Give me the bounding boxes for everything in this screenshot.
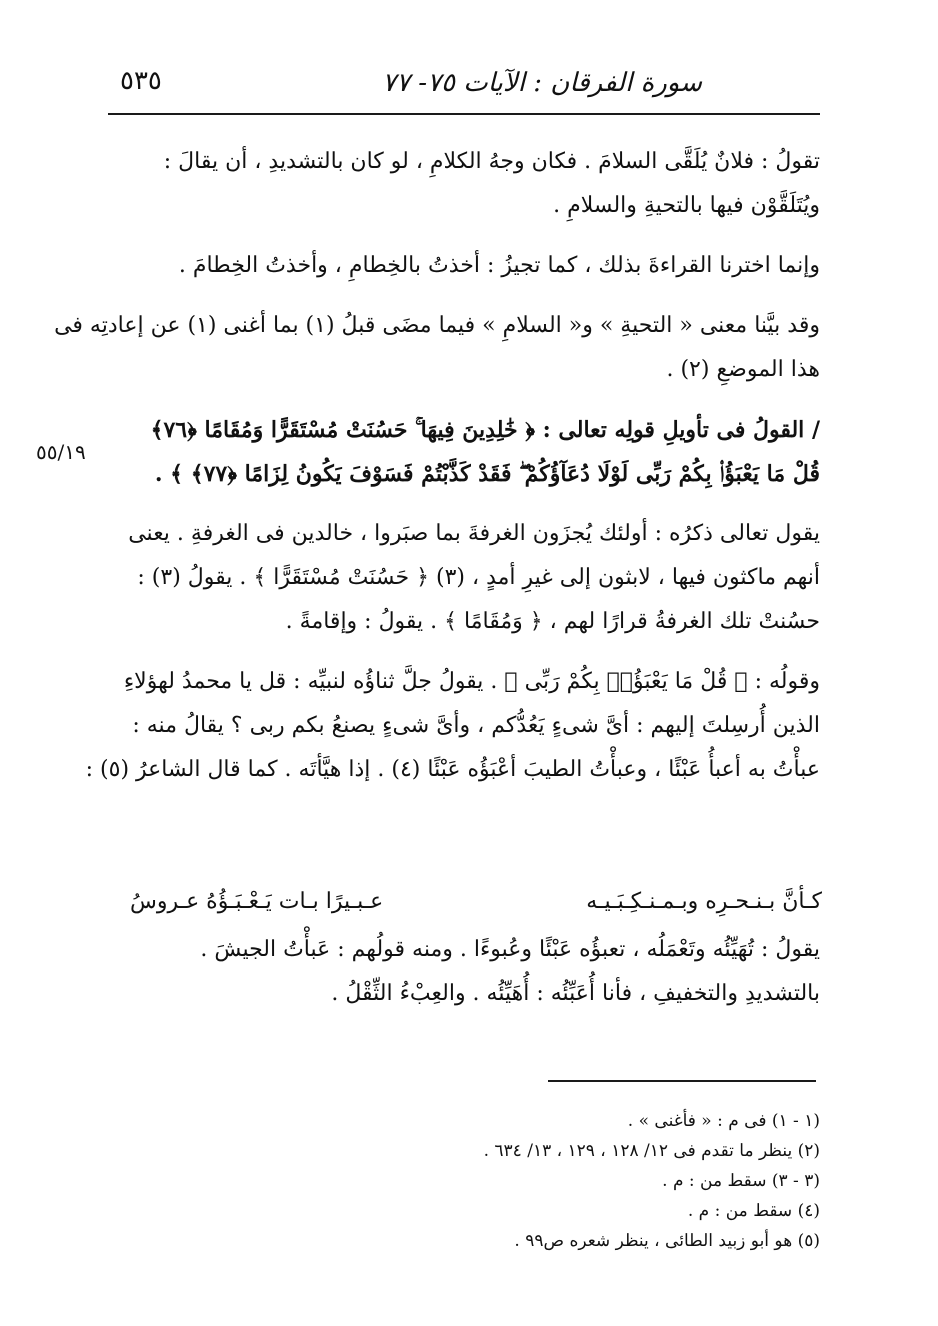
text-line: حسُنتْ تلك الغرفةُ قرارًا لهم ، ﴿ وَمُقَامًا ﴾ . يقولُ : وإقامةً . [285, 609, 820, 634]
text-line: هذا الموضعِ (٢) . [666, 357, 820, 382]
text-line: يقول تعالى ذكرُه : أولئك يُجزَون الغرفةَ بما صبَروا ، خالدين فى الغرفةِ . يعنى [128, 521, 820, 546]
footnote: (١ - ١) فى م : « فأغنى » . [627, 1111, 820, 1131]
footnote: (٤) سقط من : م . [687, 1201, 820, 1221]
verse-first-hemistich: كـأنَّ بـنـحـرِه وبـمـنـكِـبَـيـه [586, 889, 822, 914]
footnote: (٥) هو أبو زبيد الطائى ، ينظر شعره ص٩٩ . [514, 1231, 820, 1251]
paragraph [108, 244, 820, 288]
footnote: (٢) ينظر ما تقدم فى ١٢/ ١٢٨ ، ١٢٩ ، ١٣/ ٦٣٤ . [483, 1141, 820, 1161]
verse-second-hemistich: عـبـيرًا بـات يَـعْـبَـؤُهُ عـروسُ [130, 889, 384, 914]
header-rule [108, 113, 820, 115]
text-line: ويُتَلَقَّوْن فيها بالتحيةِ والسلامِ . [553, 193, 820, 218]
text-line: يقولُ : تُهَيِّئُه وتَعْمَلُه ، تعبؤُه عَبْئًا وعُبوءًا . ومنه قولُهم : عَبأْتُ الجيشَ . [200, 937, 820, 962]
footnote: (٣ - ٣) سقط من : م . [662, 1171, 820, 1191]
text-line: بالتشديدِ والتخفيفِ ، فأنا أُعَبِّئُه : أُهَيِّئُه . والعِبْءُ الثِّقْلُ . [331, 981, 820, 1006]
paragraph [54, 304, 820, 392]
paragraph [108, 140, 820, 228]
text-line: وإنما اخترنا القراءةَ بذلك ، كما تجيزُ : أخذتُ بالخِطامِ ، وأخذتُ الخِطامَ . [178, 253, 820, 278]
text-line: الذين أُرسِلتَ إليهم : أىَّ شىءٍ يَعُدُّكم ، وأىَّ شىءٍ يصنعُ بكم ربى ؟ يقالُ منه : [132, 713, 820, 738]
text-line: عبأْتُ به أعبأُ عَبْئًا ، وعبأْتُ الطيبَ أعْبَؤُه عَبْئًا (٤) . إذا هيَّأتَه . كما قال الشاعرُ (٥) : [85, 757, 820, 782]
margin-reference: ٥٥/١٩ [36, 440, 86, 464]
text-line: وقولُه : ﴿ قُلْ مَا يَعْبَؤُا۟ بِكُمْ رَبِّى ﴾ . يقولُ جلَّ ثناؤُه لنبيِّه : قل يا محمدُ لهؤلاءِ [123, 669, 820, 694]
section-heading [108, 408, 820, 496]
footnotes [108, 1106, 820, 1256]
paragraph [108, 512, 820, 644]
running-title: سورة الفرقان : الآيات ٧٥- ٧٧ [382, 68, 702, 98]
text-line: تقولُ : فلانٌ يُلَقَّى السلامَ . فكان وجهُ الكلامِ ، لو كان بالتشديدِ ، أن يقالَ : [163, 149, 820, 174]
poetry-verse [130, 880, 822, 924]
heading-line: قُلْ مَا يَعْبَؤُا۟ بِكُمْ رَبِّى لَوْلَا دُعَآؤُكُمْ ۖ فَقَدْ كَذَّبْتُمْ فَسَوْفَ يَكُونُ لِزَامًا ﴿٧٧﴾ ﴾ . [154, 461, 820, 487]
page-number: ٥٣٥ [120, 66, 162, 96]
text-line: وقد بيَّنا معنى « التحيةِ » و« السلامِ » فيما مضَى قبلُ (١) بما أغنى (١) عن إعادتِه فى [54, 313, 820, 338]
paragraph [85, 660, 820, 792]
footnote-separator [548, 1080, 816, 1082]
heading-line: / القولُ فى تأويلِ قولِه تعالى : ﴿ خَٰلِدِينَ فِيهَا ۚ حَسُنَتْ مُسْتَقَرًّا وَمُقَامًا ﴿٧٦﴾ [150, 417, 820, 443]
text-line: أنهم ماكثون فيها ، لابثون إلى غيرِ أمدٍ ، (٣) ﴿ حَسُنَتْ مُسْتَقَرًّا ﴾ . يقولُ (٣) : [137, 565, 820, 590]
page-header [108, 60, 820, 112]
main-text-continued [108, 928, 820, 1016]
